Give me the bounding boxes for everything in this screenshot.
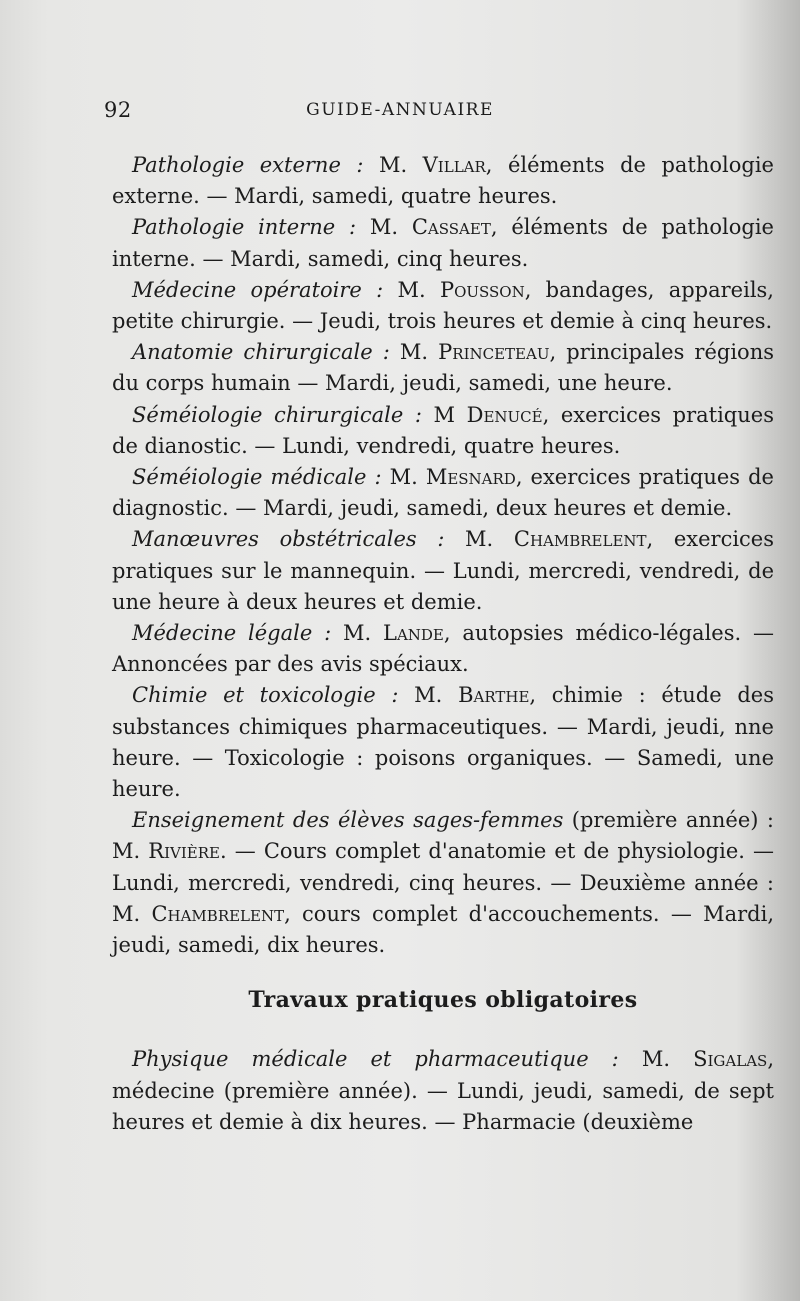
course-title: Pathologie externe : <box>132 153 364 177</box>
course-entry <box>112 150 774 212</box>
course-title: Manœuvres obstétricales : <box>132 527 445 552</box>
course-entry <box>112 337 774 399</box>
course-title: Enseignement des élèves sages-femmes <box>132 808 564 833</box>
course-title: Anatomie chirurgicale : <box>132 340 390 365</box>
course-description: , exercices pratiques de diagnostic. — Mardi, jeudi, samedi, deux heures et demie. <box>112 465 774 521</box>
professor-name: Princeteau <box>438 340 550 365</box>
professor-prefix: M. <box>369 215 399 240</box>
professor-prefix: M. <box>389 465 418 490</box>
professor-prefix: M. <box>343 621 372 646</box>
course-title: Chimie et toxicologie : <box>132 683 399 708</box>
section-title: Travaux pratiques obligatoires <box>248 987 638 1014</box>
entry-text: , cours complet d'accouchements. — Mardi, jeudi, samedi, dix heures. <box>112 901 774 958</box>
course-description: , autopsies médico-légales. — Annoncées par des avis spéciaux. <box>112 621 774 677</box>
course-description: , principales régions du corps humain — Mardi, jeudi, samedi, une heure. <box>112 340 774 396</box>
entry-text: . — Cours complet d'anatomie et de physiologie. — Lundi, mercredi, vendredi, cinq heures. — Deuxième année : M. <box>112 839 775 926</box>
professor-name: Barthe <box>458 683 530 708</box>
course-title: Séméiologie médicale : <box>132 465 382 490</box>
professor-name: Cassaet <box>411 215 491 240</box>
professor-name: Mesnard <box>425 465 516 490</box>
course-title: Médecine opératoire : <box>132 277 384 302</box>
course-entry <box>112 524 774 618</box>
professor-prefix: M. <box>414 683 443 708</box>
page-header <box>0 98 800 128</box>
professor-name: Sigalas <box>693 1047 768 1072</box>
professor-name: Pousson <box>439 277 525 302</box>
course-entry <box>112 618 774 680</box>
page-number: 92 <box>104 98 132 122</box>
course-description: , exercices pratiques sur le mannequin. — Lundi, mercredi, vendredi, de une heure à deux heures et demie. <box>112 527 775 614</box>
professor-prefix: M <box>433 402 456 427</box>
course-description: , médecine (première année). — Lundi, jeudi, samedi, de sept heures et demie à dix heures. — Pharmacie (deuxième <box>112 1047 774 1134</box>
course-description: , éléments de pathologie externe. — Mardi, samedi, quatre heures. <box>112 153 774 209</box>
course-description: , exercices pratiques de dianostic. — Lundi, vendredi, quatre heures. <box>112 402 774 458</box>
course-description: , chimie : étude des substances chimiques pharmaceutiques. — Mardi, jeudi, nne heure. — Toxicologie : poisons organiques. — Samedi, une heure. <box>112 683 774 802</box>
course-entry <box>112 462 774 524</box>
course-entry <box>112 400 774 462</box>
professor-name: Denucé <box>466 402 543 427</box>
course-entry <box>112 275 774 337</box>
course-entry <box>112 680 774 805</box>
professor-prefix: M. <box>641 1047 671 1072</box>
professor-name: Lande <box>383 621 444 646</box>
sages-femmes-entry <box>112 805 774 961</box>
course-description: , éléments de pathologie interne. — Mardi, samedi, cinq heures. <box>112 215 774 271</box>
course-title: Médecine légale : <box>132 621 332 646</box>
running-title: GUIDE-ANNUAIRE <box>306 100 494 120</box>
professor-name: Rivière <box>148 839 220 864</box>
course-title: Séméiologie chirurgicale : <box>132 402 422 427</box>
professor-name: Villar <box>422 153 486 177</box>
entry-text: (première année) : M. <box>112 808 774 864</box>
course-description: , bandages, appareils, petite chirurgie. — Jeudi, trois heures et demie à cinq heures. <box>112 277 774 334</box>
professor-prefix: M. <box>378 153 408 177</box>
professor-name: Chambrelent <box>151 901 285 926</box>
professor-name: Chambrelent <box>513 527 647 552</box>
page-body <box>112 150 774 1138</box>
professor-prefix: M. <box>399 340 429 365</box>
course-entry <box>112 212 774 274</box>
professor-prefix: M. <box>397 277 426 302</box>
course-title: Physique médicale et pharmaceutique : <box>132 1047 619 1072</box>
course-entry <box>112 1044 774 1138</box>
course-title: Pathologie interne : <box>132 215 357 240</box>
professor-prefix: M. <box>465 527 494 552</box>
